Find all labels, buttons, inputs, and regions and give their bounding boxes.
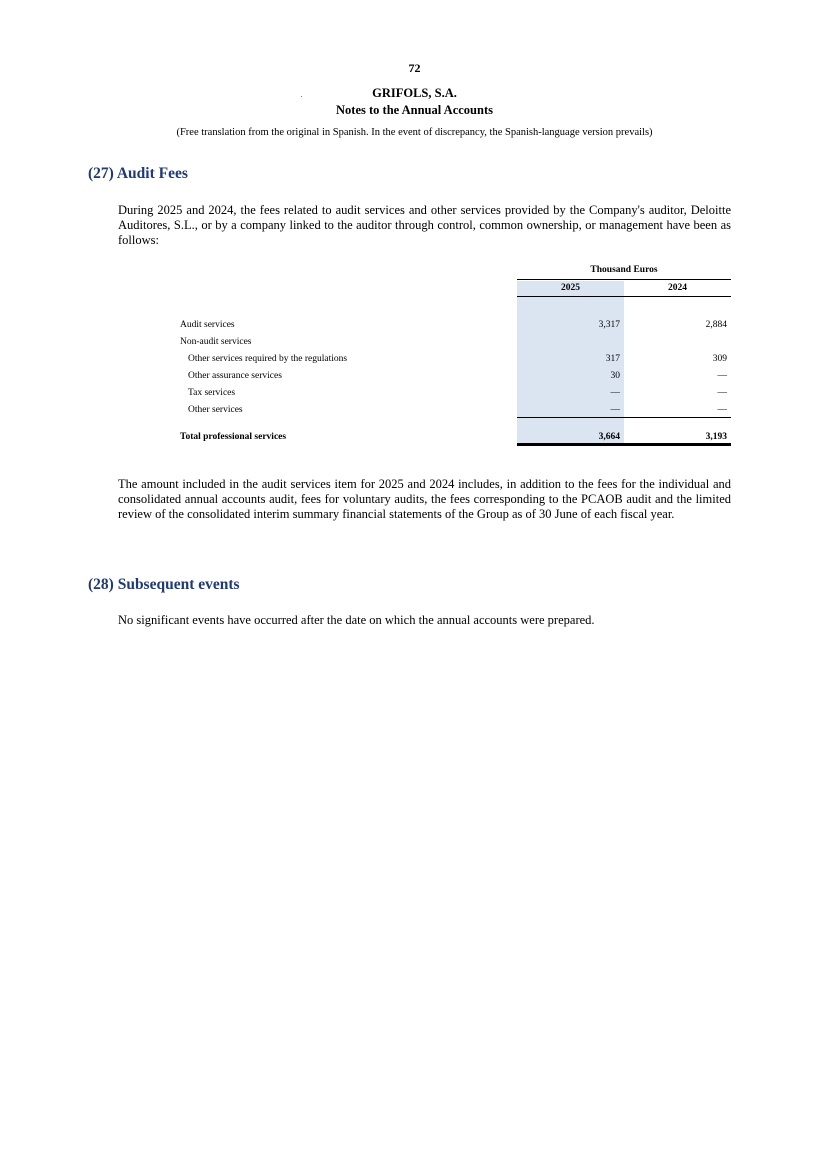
page-number: 72	[408, 61, 421, 75]
cell-2024: —	[717, 371, 727, 381]
row-label-non-audit-services: Non-audit services	[180, 337, 252, 347]
cell-2025: 3,317	[598, 320, 620, 330]
company-name: GRIFOLS, S.A.	[372, 86, 457, 100]
total-2025: 3,664	[598, 432, 620, 442]
table-rule	[517, 417, 731, 418]
row-label-audit-services: Audit services	[180, 320, 235, 330]
cell-2025: —	[610, 388, 620, 398]
audit-fees-explanation: The amount included in the audit services item for 2025 and 2024 includes, in addition to the fees for the individual and consolidated annual accounts audit, fees for voluntary audits, the fees corresponding to the PCAOB audit and the limited review of the consolidated interim summary financial statements of the Group as of 30 June of each fiscal year.	[118, 477, 731, 521]
column-header-2025: 2025	[561, 283, 580, 293]
row-label-tax-services: Tax services	[188, 388, 236, 398]
cell-2025: 30	[610, 371, 620, 381]
table-total-rule	[517, 443, 731, 446]
cell-2024: 2,884	[705, 320, 727, 330]
row-label-assurance-services: Other assurance services	[188, 371, 282, 381]
translation-note: (Free translation from the original in Spanish. In the event of discrepancy, the Spanish-language version prevails)	[176, 127, 653, 138]
table-rule	[517, 296, 731, 297]
table-rule	[517, 279, 731, 280]
cell-2024: —	[717, 405, 727, 415]
audit-fees-intro: During 2025 and 2024, the fees related to audit services and other services provided by the Company's auditor, Deloitte Auditores, S.L., or by a company linked to the auditor through control, common ownership, or management have been as follows:	[118, 203, 731, 247]
document-title: Notes to the Annual Accounts	[336, 103, 493, 117]
cell-2025: —	[610, 405, 620, 415]
total-2024: 3,193	[705, 432, 727, 442]
row-label-regulatory-services: Other services required by the regulations	[188, 354, 348, 364]
cell-2025: 317	[605, 354, 620, 364]
section-heading-subsequent-events: (28) Subsequent events	[88, 576, 240, 593]
subsequent-events-text: No significant events have occurred after the date on which the annual accounts were prepared.	[118, 613, 595, 627]
table-group-header: Thousand Euros	[590, 265, 658, 275]
row-label-other-services: Other services	[188, 405, 243, 415]
section-heading-audit-fees: (27) Audit Fees	[88, 165, 188, 182]
stray-mark	[301, 96, 302, 97]
column-header-2024: 2024	[668, 283, 687, 293]
cell-2024: —	[717, 388, 727, 398]
row-label-total: Total professional services	[180, 432, 287, 442]
cell-2024: 309	[712, 354, 727, 364]
